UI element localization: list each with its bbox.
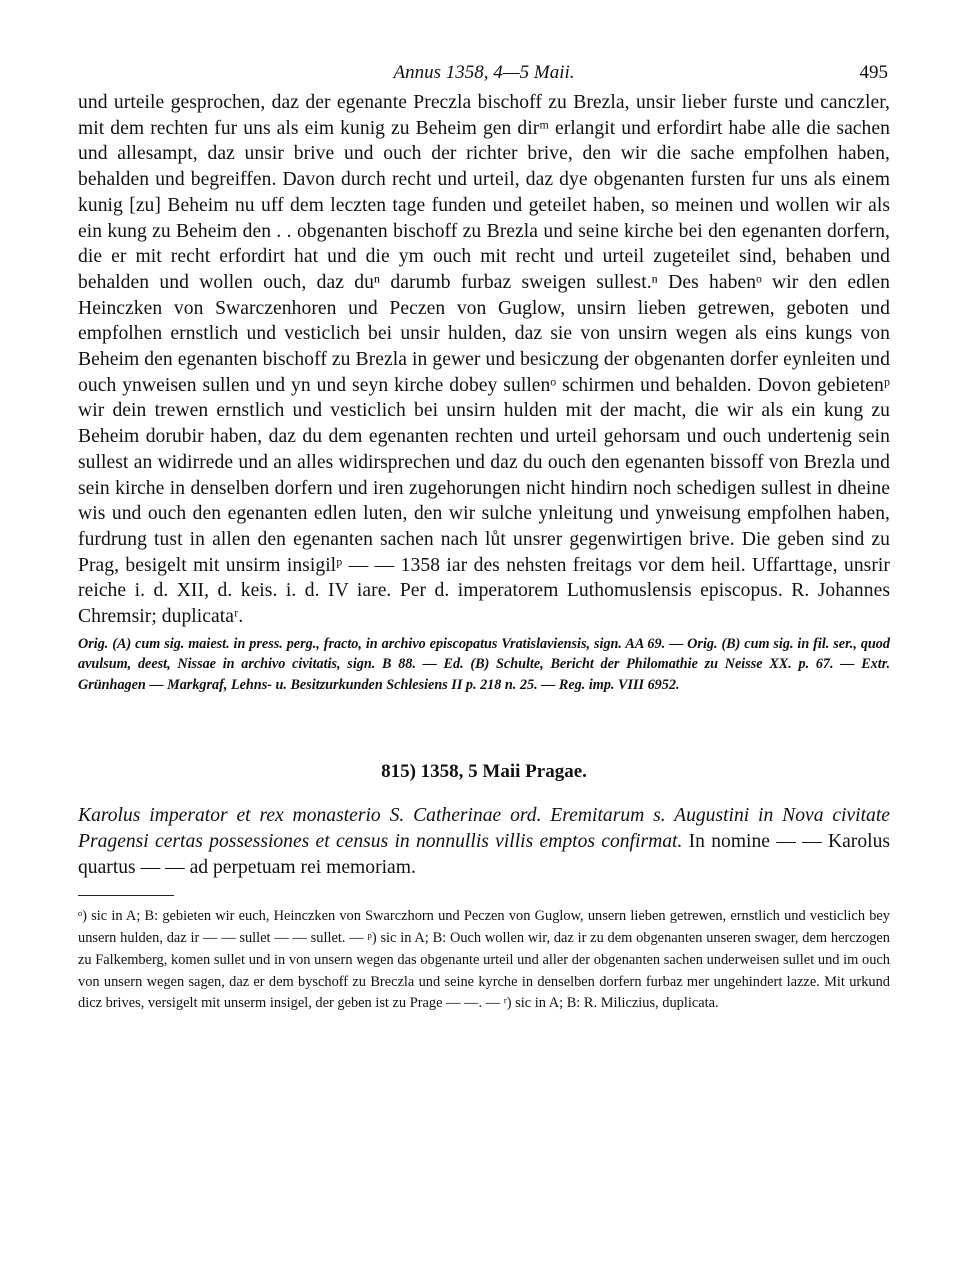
document-page [78, 58, 890, 1015]
regest-summary: Karolus imperator et rex monasterio S. Catherinae ord. Eremitarum s. Augustini in Nova civitate Pragensi certas possessiones et census in nonnullis villis emptos confirmat. [78, 805, 890, 853]
regest [78, 803, 890, 881]
regest-incipit: In nomine — — Karolus quartus — — ad perpetuam rei memoriam. [78, 831, 890, 879]
page-number: 495 [859, 62, 888, 83]
running-title: Annus 1358, 4—5 Maii. [393, 62, 575, 83]
footnote-divider [78, 895, 174, 896]
page-header [78, 58, 890, 90]
footnotes: ᵒ) sic in A; B: gebieten wir euch, Heinczken von Swarczhorn und Peczen von Guglow, unsern lieben getrewen, ernstlich und vesticlich bey unsern hulden, daz ir — — sullet — — sullet. — ᵖ) sic in A; B: Ouch wollen wir, daz ir zu dem obgenanten unseren swager, dem herczogen zu Falkemberg, komen sullet und in von unsern wegen das obgenante urteil und aller der obgenanten sachen underweisen sullet und im ouch von unsern wegen sagen, daz er dem byschoff zu Breczla und seine kyrche in denselben dorfern furbaz mer ungehindert lazze. Mit urkund dicz brives, versigelt mit unserm insigel, der geben ist zu Prage — —. — ʳ) sic in A; B: R. Miliczius, duplicata. [78, 908, 890, 1012]
charter-text: und urteile gesprochen, daz der egenante Preczla bischoff zu Brezla, unsir lieber furste und canczler, mit dem rechten fur uns als eim kunig zu Beheim gen dirᵐ erlangit und erfordirt habe alle die sachen und allesampt, daz unsir brive und ouch der richter brive, den wir die sache empfolhen haben, behalden und begreiffen. Davon durch recht und urteil, daz dye obgenanten fursten fur uns als einem kunig [zu] Beheim nu uff dem leczten tage funden und geteilet haben, so meinen und wollen wir als ein kung zu Beheim den . . obgenanten bischoff zu Brezla und seine kirche bei den egenanten dorfern, die er mit recht erfordirt hat und die ym ouch mit recht und urteil zugeteilet sind, behaben und behalden und wollen ouch, daz duⁿ darumb furbaz sweigen sullest.ⁿ Des habenᵒ wir den edlen Heinczken von Swarczenhoren und Peczen von Guglow, unsirn lieben getrewen, geboten und empfolhen ernstlich und vesticlich bei unsir hulden, daz sie von unsirn wegen als eins kungs von Beheim den egenanten bischoff zu Brezla in gewer und besiczung der obgenanten dorfer eynleiten und ouch ynweisen sullen und yn und seyn kirche dobey sullenᵒ schirmen und behalden. Dovon gebietenᵖ wir dein trewen ernstlich und vesticlich bei unsirn hulden mit der macht, die wir als ein kung zu Beheim dorubir haben, daz du dem egenanten rechten und urteil gehorsam und ouch undertenig sein sullest an widirrede und an alles widirsprechen und daz du ouch den egenanten bissoff von Brezla und sein kirche in denselben dorfern und iren zugehorungen nicht hindirn noch schedigen sullest in dheine wis und ouch den egenanten edlen luten, den wir sulche ynleitung und ynweisung empfolhen haben, furdrung tust in allen den egenanten sachen nach lůt unsrer gegenwirtigen brive. Die geben sind zu Prag, besigelt mit unsirm insigilᵖ — — 1358 iar des nehsten freitags vor dem heil. Uffarttage, unsrir reiche i. d. XII, d. keis. i. d. IV iare. Per d. imperatorem Luthomuslensis episcopus. R. Johannes Chremsir; duplicataʳ. [78, 92, 890, 628]
document-heading: 815) 1358, 5 Maii Pragae. [381, 761, 587, 783]
source-note: Orig. (A) cum sig. maiest. in press. perg., fracto, in archivo episcopatus Vratislaviensis, sign. AA 69. — Orig. (B) cum sig. in fil. ser., quod avulsum, deest, Nissae in archivo civitatis, sign. B 88. — Ed. (B) Schulte, Bericht der Philomathie zu Neisse XX. p. 67. — Extr. Grünhagen — Markgraf, Lehns- u. Besitzurkunden Schlesiens II p. 218 n. 25. — Reg. imp. VIII 6952. [78, 635, 890, 693]
